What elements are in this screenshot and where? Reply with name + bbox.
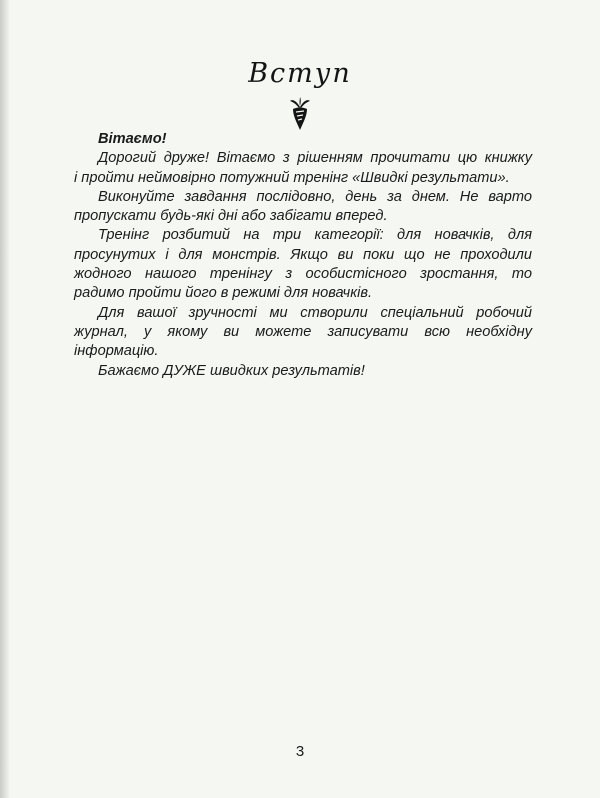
paragraph	[74, 362, 532, 381]
paragraph	[74, 188, 532, 227]
page-title: Вступ	[248, 58, 352, 89]
carrot-ornament-icon	[288, 97, 312, 131]
paragraph	[74, 149, 532, 188]
text-line: просунутих і для монстрів. Якщо ви поки що не проходили	[74, 246, 532, 263]
text-line: Виконуйте завдання послідовно, день за днем. Не варто	[98, 188, 532, 205]
text-line: журнал, у якому ви можете записувати всю необхідну	[74, 323, 532, 340]
text-line: Для вашої зручності ми створили спеціальний робочий	[98, 304, 532, 321]
text-line: і пройти неймовірно потужний тренінг «Швидкі результати».	[74, 169, 510, 186]
text-line: жодного нашого тренінгу з особистісного зростання, то	[74, 266, 532, 283]
text-line: радимо пройти його в режимі для новачків.	[74, 285, 373, 302]
paragraph	[74, 304, 532, 362]
greeting-line	[74, 130, 532, 149]
text-line: Бажаємо ДУЖЕ швидких результатів!	[98, 362, 365, 379]
text-line: Вітаємо!	[98, 131, 167, 147]
text-line: пропускати будь-які дні або забігати вперед.	[74, 208, 388, 225]
paragraph	[74, 226, 532, 303]
text-line: інформацію.	[74, 343, 159, 360]
text-line: Тренінг розбитий на три категорії: для новачків, для	[98, 227, 532, 244]
text-line: Дорогий друже! Вітаємо з рішенням прочитати цю книжку	[98, 150, 532, 167]
page-edge-shadow	[0, 0, 10, 798]
page-number: 3	[295, 743, 305, 760]
introduction-text	[74, 130, 532, 381]
